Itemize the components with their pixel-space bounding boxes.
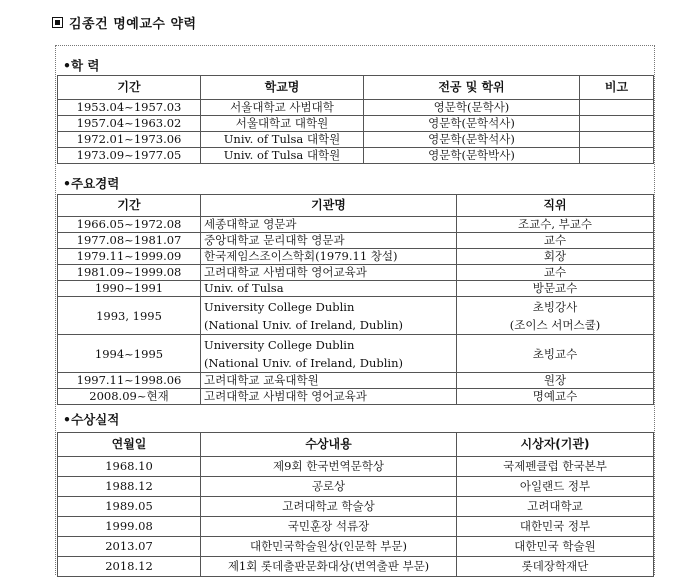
career-org [201,335,457,373]
table-row [58,281,654,297]
award-date: 2018.12 [58,557,201,577]
page-title [52,13,197,32]
award-grantor: 롯데장학재단 [457,557,654,577]
career-org: 고려대학교 사범대학 영어교육과 [201,389,457,405]
career-period: 1977.08~1981.07 [58,233,201,249]
award-content: 공로상 [201,477,457,497]
award-content: 국민훈장 석류장 [201,517,457,537]
career-org: 고려대학교 사범대학 영어교육과 [201,265,457,281]
career-org: Univ. of Tulsa [201,281,457,297]
table-row [58,335,654,373]
table-row [58,537,654,557]
awards-header-award: 수상내용 [201,433,457,457]
award-content: 대한민국학술원상(인문학 부문) [201,537,457,557]
award-content: 제9회 한국번역문학상 [201,457,457,477]
career-position: 방문교수 [457,281,654,297]
career-period: 1994~1995 [58,335,201,373]
career-org-line: University College Dublin [204,337,355,352]
table-row [58,249,654,265]
education-major: 영문학(문학박사) [364,148,580,164]
career-period: 1997.11~1998.06 [58,373,201,389]
education-note [580,100,654,116]
education-header-major: 전공 및 학위 [364,76,580,100]
education-school: 서울대학교 사범대학 [201,100,364,116]
career-period: 1981.09~1999.08 [58,265,201,281]
career-org-line: (National Univ. of Ireland, Dublin) [204,355,403,370]
career-org-line: (National Univ. of Ireland, Dublin) [204,317,403,332]
award-grantor: 아일랜드 정부 [457,477,654,497]
career-position-line: 초빙강사 [532,299,578,314]
education-period: 1953.04~1957.03 [58,100,201,116]
career-header-org: 기관명 [201,195,457,217]
career-org: 중앙대학교 문리대학 영문과 [201,233,457,249]
awards-heading: •수상실적 [63,412,120,427]
award-date: 1999.08 [58,517,201,537]
career-position: 초빙교수 [457,335,654,373]
career-position [457,297,654,335]
education-note [580,132,654,148]
education-header-note: 비고 [580,76,654,100]
awards-header-date: 연월일 [58,433,201,457]
career-header-period: 기간 [58,195,201,217]
career-table [57,194,654,405]
table-row [58,457,654,477]
education-major: 영문학(문학석사) [364,116,580,132]
table-row [58,132,654,148]
award-grantor: 대한민국 정부 [457,517,654,537]
career-org-line: University College Dublin [204,299,355,314]
table-row [58,517,654,537]
table-row [58,100,654,116]
table-row [58,373,654,389]
career-position: 명예교수 [457,389,654,405]
career-header-position: 직위 [457,195,654,217]
table-row [58,477,654,497]
table-row [58,389,654,405]
education-major: 영문학(문학사) [364,100,580,116]
career-org: 한국제임스조이스학회(1979.11 창설) [201,249,457,265]
education-table [57,75,654,164]
career-position: 원장 [457,373,654,389]
award-grantor: 고려대학교 [457,497,654,517]
education-major: 영문학(문학석사) [364,132,580,148]
career-position: 조교수, 부교수 [457,217,654,233]
career-period: 2008.09~현재 [58,389,201,405]
career-heading: •주요경력 [63,176,120,191]
career-org: 세종대학교 영문과 [201,217,457,233]
education-school: Univ. of Tulsa 대학원 [201,132,364,148]
career-org: 고려대학교 교육대학원 [201,373,457,389]
education-header-school: 학교명 [201,76,364,100]
education-note [580,148,654,164]
career-position: 교수 [457,265,654,281]
award-grantor: 국제펜클럽 한국본부 [457,457,654,477]
table-row [58,233,654,249]
career-period: 1979.11~1999.09 [58,249,201,265]
award-date: 1968.10 [58,457,201,477]
education-school: 서울대학교 대학원 [201,116,364,132]
education-period: 1973.09~1977.05 [58,148,201,164]
square-bullet-icon [52,17,63,28]
award-content: 제1회 롯데출판문화대상(번역출판 부문) [201,557,457,577]
education-period: 1957.04~1963.02 [58,116,201,132]
career-period: 1966.05~1972.08 [58,217,201,233]
award-date: 2013.07 [58,537,201,557]
page-title-text: 김종건 명예교수 약력 [69,17,197,32]
awards-table [57,432,654,577]
table-row [58,297,654,335]
award-content: 고려대학교 학술상 [201,497,457,517]
awards-header-grantor: 시상자(기관) [457,433,654,457]
education-header-period: 기간 [58,76,201,100]
career-position: 회장 [457,249,654,265]
award-date: 1989.05 [58,497,201,517]
career-position: 교수 [457,233,654,249]
table-row [58,116,654,132]
education-period: 1972.01~1973.06 [58,132,201,148]
career-org [201,297,457,335]
career-period: 1990~1991 [58,281,201,297]
table-row [58,217,654,233]
career-period: 1993, 1995 [58,297,201,335]
education-note [580,116,654,132]
table-row [58,497,654,517]
award-grantor: 대한민국 학술원 [457,537,654,557]
education-school: Univ. of Tulsa 대학원 [201,148,364,164]
table-row [58,557,654,577]
education-heading: •학 력 [63,58,100,73]
table-row [58,148,654,164]
award-date: 1988.12 [58,477,201,497]
table-row [58,265,654,281]
career-position-line: (조이스 서머스쿨) [509,317,601,332]
